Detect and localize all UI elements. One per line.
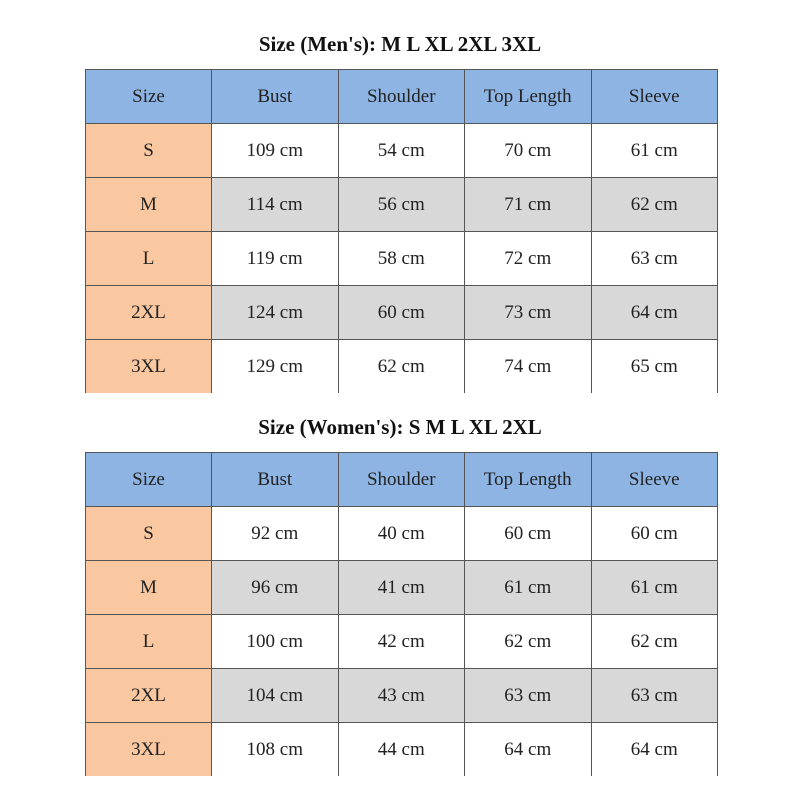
mens-size-title: Size (Men's): M L XL 2XL 3XL: [258, 32, 542, 56]
table-row: [86, 669, 718, 723]
bust-cell: 109 cm: [212, 124, 339, 178]
header-sleeve: Sleeve: [591, 70, 718, 124]
top-length-cell: 73 cm: [465, 286, 592, 340]
table-row: [86, 124, 718, 178]
top-length-cell: 61 cm: [465, 561, 592, 615]
size-cell: M: [86, 561, 212, 615]
sleeve-cell: 63 cm: [591, 669, 718, 723]
size-cell: S: [86, 507, 212, 561]
top-length-cell: 62 cm: [465, 615, 592, 669]
header-shoulder: Shoulder: [338, 70, 465, 124]
shoulder-cell: 41 cm: [338, 561, 465, 615]
shoulder-cell: 56 cm: [338, 178, 465, 232]
shoulder-cell: 43 cm: [338, 669, 465, 723]
bust-cell: 129 cm: [212, 340, 339, 394]
header-size: Size: [86, 453, 212, 507]
bust-cell: 119 cm: [212, 232, 339, 286]
table-row: [86, 178, 718, 232]
top-length-cell: 60 cm: [465, 507, 592, 561]
mens-size-table: [85, 69, 718, 393]
table-row: [86, 615, 718, 669]
top-length-cell: 64 cm: [465, 723, 592, 777]
top-length-cell: 63 cm: [465, 669, 592, 723]
sleeve-cell: 64 cm: [591, 286, 718, 340]
table-row: [86, 340, 718, 394]
size-cell: L: [86, 232, 212, 286]
bust-cell: 108 cm: [212, 723, 339, 777]
size-cell: 3XL: [86, 340, 212, 394]
top-length-cell: 70 cm: [465, 124, 592, 178]
shoulder-cell: 40 cm: [338, 507, 465, 561]
sleeve-cell: 65 cm: [591, 340, 718, 394]
bust-cell: 96 cm: [212, 561, 339, 615]
shoulder-cell: 62 cm: [338, 340, 465, 394]
size-cell: 2XL: [86, 669, 212, 723]
bust-cell: 124 cm: [212, 286, 339, 340]
header-shoulder: Shoulder: [338, 453, 465, 507]
womens-size-title: Size (Women's): S M L XL 2XL: [258, 415, 542, 439]
shoulder-cell: 42 cm: [338, 615, 465, 669]
header-bust: Bust: [212, 70, 339, 124]
table-header-row: [86, 453, 718, 507]
bust-cell: 100 cm: [212, 615, 339, 669]
table-header-row: [86, 70, 718, 124]
sleeve-cell: 62 cm: [591, 178, 718, 232]
womens-size-table: [85, 452, 718, 776]
table-row: [86, 561, 718, 615]
header-bust: Bust: [212, 453, 339, 507]
sleeve-cell: 64 cm: [591, 723, 718, 777]
top-length-cell: 74 cm: [465, 340, 592, 394]
size-cell: L: [86, 615, 212, 669]
sleeve-cell: 61 cm: [591, 561, 718, 615]
table-row: [86, 232, 718, 286]
top-length-cell: 72 cm: [465, 232, 592, 286]
sleeve-cell: 60 cm: [591, 507, 718, 561]
table-row: [86, 723, 718, 777]
table-row: [86, 286, 718, 340]
shoulder-cell: 60 cm: [338, 286, 465, 340]
size-cell: 2XL: [86, 286, 212, 340]
shoulder-cell: 58 cm: [338, 232, 465, 286]
header-sleeve: Sleeve: [591, 453, 718, 507]
size-cell: S: [86, 124, 212, 178]
size-cell: 3XL: [86, 723, 212, 777]
header-top-length: Top Length: [465, 70, 592, 124]
sleeve-cell: 63 cm: [591, 232, 718, 286]
bust-cell: 114 cm: [212, 178, 339, 232]
sleeve-cell: 62 cm: [591, 615, 718, 669]
top-length-cell: 71 cm: [465, 178, 592, 232]
header-size: Size: [86, 70, 212, 124]
bust-cell: 104 cm: [212, 669, 339, 723]
header-top-length: Top Length: [465, 453, 592, 507]
shoulder-cell: 44 cm: [338, 723, 465, 777]
bust-cell: 92 cm: [212, 507, 339, 561]
sleeve-cell: 61 cm: [591, 124, 718, 178]
size-cell: M: [86, 178, 212, 232]
shoulder-cell: 54 cm: [338, 124, 465, 178]
table-row: [86, 507, 718, 561]
